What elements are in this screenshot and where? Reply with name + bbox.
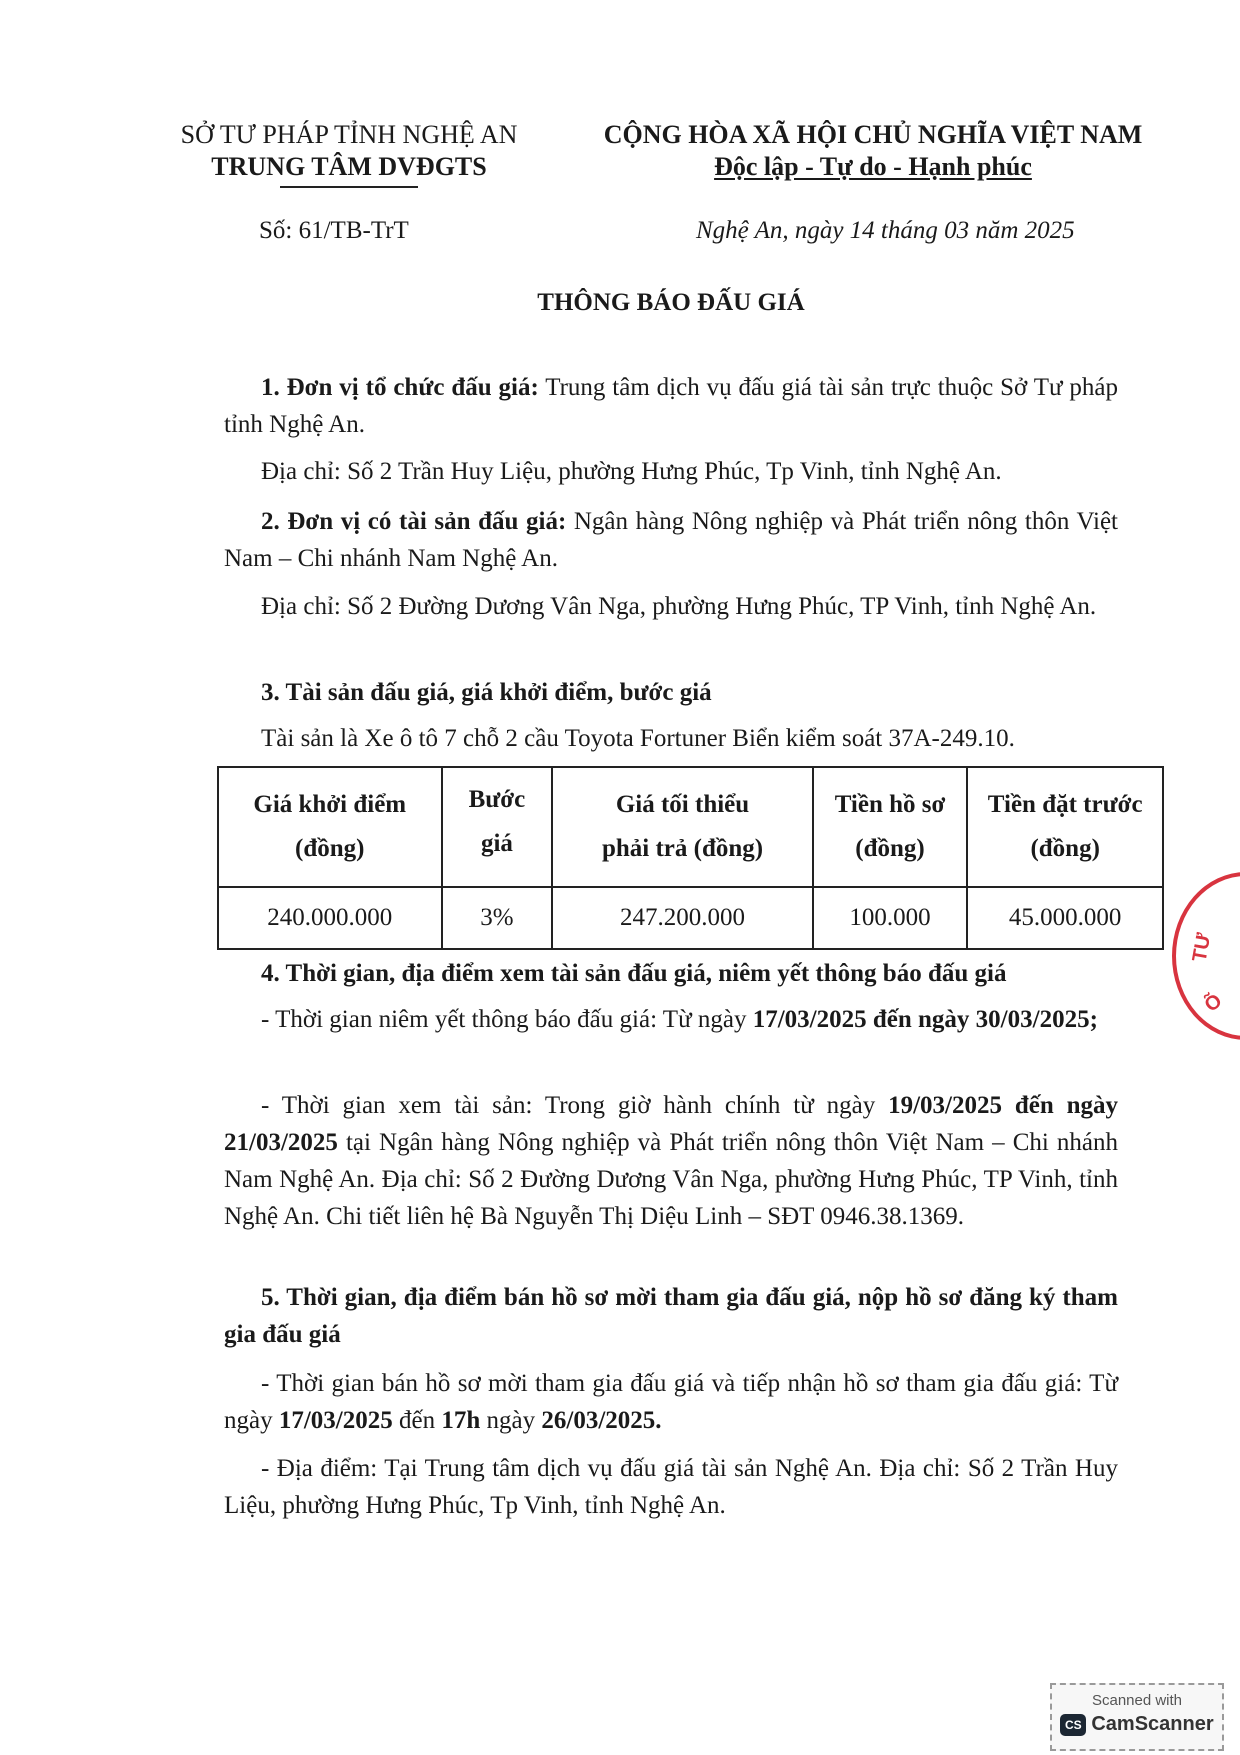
agency-parent: SỞ TƯ PHÁP TỈNH NGHỆ AN [180, 120, 518, 149]
sale-to-text: đến [392, 1407, 442, 1434]
camscanner-logo-icon: CS [1060, 1714, 1086, 1736]
header-dossier-fee-l1: Tiền hồ sơ [834, 791, 946, 818]
agency-underline [280, 186, 418, 188]
section-5-heading: 5. Thời gian, địa điểm bán hồ sơ mời tham gia đấu giá, nộp hồ sơ đăng ký tham gia đấu giá [224, 1284, 1118, 1348]
section-5-sale-period [224, 1365, 1118, 1439]
stamp-text-b: Õ [1200, 989, 1227, 1017]
section-2-text: Ngân hàng Nông nghiệp và Phát triển nông thôn Việt Nam – Chi nhánh Nam Nghệ An. [224, 508, 1119, 572]
sale-start-date: 17/03/2025 [278, 1407, 393, 1434]
header-deposit-l2: (đồng) [1030, 835, 1100, 862]
camscanner-watermark [1050, 1683, 1224, 1751]
header-deposit [967, 767, 1163, 887]
watermark-brand-row [1052, 1713, 1222, 1736]
section-1-heading: 1. Đơn vị tổ chức đấu giá: [261, 374, 539, 401]
stamp-text-a: TƯ [1188, 931, 1216, 964]
header-starting-price-l1: Giá khởi điểm [253, 791, 407, 818]
cell-dossier-fee: 100.000 [813, 887, 968, 949]
cell-deposit: 45.000.000 [967, 887, 1163, 949]
header-minimum-price-l2: phải trả (đồng) [601, 835, 764, 862]
national-title [580, 120, 1166, 150]
header-dossier-fee [813, 767, 968, 887]
viewing-location-text: tại Ngân hàng Nông nghiệp và Phát triển nông thôn Việt Nam – Chi nhánh Nam Nghệ An. Địa chỉ: Số 2 Đường Dương Vân Nga, phường Hưng Phúc, TP Vinh, tỉnh Nghệ An. Chi tiết liên hệ Bà Nguyễn Thị Diệu Linh – SĐT 0946.38.1369. [224, 1129, 1118, 1230]
section-1 [224, 369, 1118, 443]
asset-description: Tài sản là Xe ô tô 7 chỗ 2 cầu Toyota Fortuner Biển kiểm soát 37A-249.10. [261, 725, 1015, 752]
watermark-caption: Scanned with [1091, 1692, 1183, 1709]
section-2-heading: 2. Đơn vị có tài sản đấu giá: [261, 508, 567, 535]
watermark-brand: CamScanner [1091, 1713, 1214, 1735]
national-motto-text: Độc lập - Tự do - Hạnh phúc [714, 152, 1032, 181]
document-date: Nghệ An, ngày 14 tháng 03 năm 2025 [696, 217, 1075, 244]
header-price-step [442, 767, 553, 887]
header-starting-price [218, 767, 442, 887]
document-number: Số: 61/TB-TrT [259, 217, 409, 244]
sale-end-date: 26/03/2025. [541, 1407, 662, 1434]
sale-end-hour: 17h [441, 1407, 481, 1434]
national-motto [580, 152, 1166, 182]
header-price-step-l2: giá [480, 830, 513, 857]
section-5-location: - Địa điểm: Tại Trung tâm dịch vụ đấu giá tài sản Nghệ An. Địa chỉ: Số 2 Trần Huy Liệu, phường Hưng Phúc, Tp Vinh, tỉnh Nghệ An. [224, 1455, 1118, 1519]
national-title-text: CỘNG HÒA XÃ HỘI CHỦ NGHĨA VIỆT NAM [603, 120, 1143, 149]
section-4-posting-period [224, 1001, 1118, 1038]
section-2 [224, 503, 1118, 577]
section-4-heading: 4. Thời gian, địa điểm xem tài sản đấu giá, niêm yết thông báo đấu giá [261, 960, 1007, 987]
cell-starting-price: 240.000.000 [218, 887, 442, 949]
price-table [217, 766, 1164, 950]
agency-name [165, 120, 533, 150]
section-1-text: Trung tâm dịch vụ đấu giá tài sản trực thuộc Sở Tư pháp tỉnh Nghệ An. [224, 374, 1119, 438]
sale-day-text: ngày [480, 1407, 542, 1434]
cell-price-step: 3% [442, 887, 553, 949]
cell-minimum-price: 247.200.000 [552, 887, 812, 949]
posting-period-dates: 17/03/2025 đến ngày 30/03/2025; [752, 1006, 1098, 1033]
posting-period-text: - Thời gian niêm yết thông báo đấu giá: Từ ngày [261, 1006, 753, 1033]
header-deposit-l1: Tiền đặt trước [987, 791, 1143, 818]
agency-unit-text: TRUNG TÂM DVĐGTS [211, 152, 487, 181]
table-header-row [218, 767, 1163, 887]
agency-unit [165, 152, 533, 182]
header-minimum-price-l1: Giá tối thiểu [615, 791, 750, 818]
table-row [218, 887, 1163, 949]
official-seal-stamp [1172, 872, 1240, 1040]
header-starting-price-l2: (đồng) [295, 835, 365, 862]
header-price-step-l1: Bước [468, 786, 526, 813]
section-3-heading: 3. Tài sản đấu giá, giá khởi điểm, bước giá [261, 679, 712, 706]
header-minimum-price [552, 767, 812, 887]
viewing-period-text: - Thời gian xem tài sản: Trong giờ hành chính từ ngày [261, 1092, 889, 1119]
section-2-address: Địa chỉ: Số 2 Đường Dương Vân Nga, phường Hưng Phúc, TP Vinh, tỉnh Nghệ An. [261, 593, 1097, 620]
section-4-viewing-period [224, 1087, 1118, 1235]
document-title: THÔNG BÁO ĐẤU GIÁ [537, 289, 805, 316]
header-dossier-fee-l2: (đồng) [855, 835, 925, 862]
sale-period-text: - Thời gian bán hồ sơ mời tham gia đấu giá và tiếp nhận hồ sơ tham gia đấu giá: Từ ngày [224, 1370, 1118, 1434]
viewing-period-dates: 19/03/2025 đến ngày 21/03/2025 [224, 1092, 1118, 1156]
section-1-address: Địa chỉ: Số 2 Trần Huy Liệu, phường Hưng Phúc, Tp Vinh, tỉnh Nghệ An. [261, 458, 1002, 485]
